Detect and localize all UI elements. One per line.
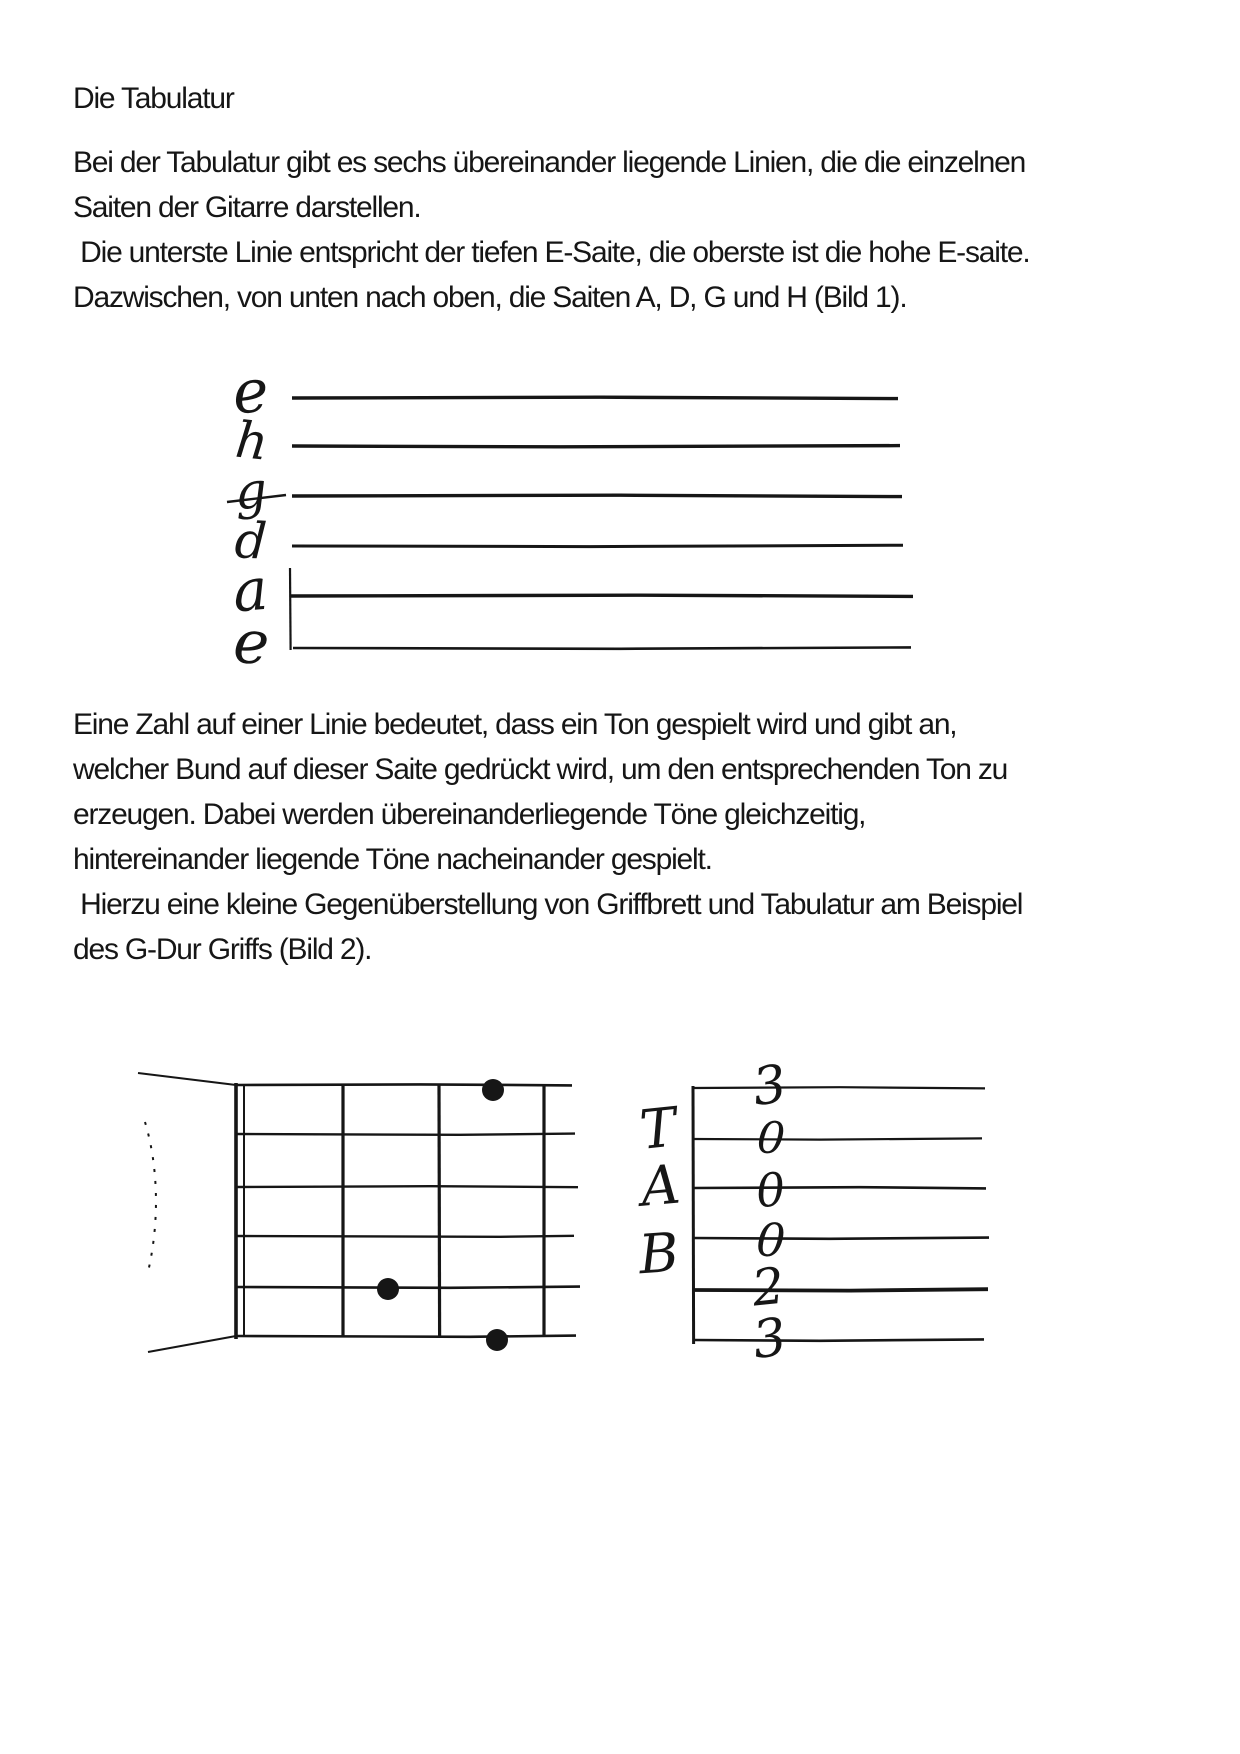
string-line bbox=[236, 1236, 574, 1237]
tab-fret-number: 3 bbox=[749, 1307, 791, 1372]
finger-dot bbox=[377, 1278, 399, 1300]
tab-fret-number: 3 bbox=[749, 1054, 791, 1119]
tab-fret-number: 2 bbox=[749, 1256, 788, 1318]
figure-bild1-tab-staff bbox=[227, 356, 913, 679]
string-label: a bbox=[230, 554, 271, 626]
string-label: e bbox=[231, 606, 272, 680]
string-line bbox=[236, 1084, 572, 1085]
text-line: Eine Zahl auf einer Linie bedeutet, dass ein Ton gespielt wird und gibt an, bbox=[73, 708, 957, 741]
string-label: h bbox=[232, 410, 271, 472]
text-line: Dazwischen, von unten nach oben, die Saiten A, D, G und H (Bild 1). bbox=[73, 281, 907, 314]
text-line: welcher Bund auf dieser Saite gedrückt wird, um den entsprechenden Ton zu bbox=[73, 753, 1008, 786]
staff-line bbox=[292, 545, 903, 546]
text-line: des G-Dur Griffs (Bild 2). bbox=[73, 933, 372, 966]
text-line: Hierzu eine kleine Gegenüberstellung von Griffbrett und Tabulatur am Beispiel bbox=[73, 888, 1023, 921]
string-label: e bbox=[230, 355, 271, 429]
tab-staff bbox=[633, 1054, 989, 1371]
tab-barline bbox=[693, 1086, 694, 1344]
text-line: Saiten der Gitarre darstellen. bbox=[73, 191, 421, 224]
tab-fret-number: 0 bbox=[755, 1112, 787, 1165]
tab-letter: T bbox=[636, 1095, 680, 1162]
tab-staff-line bbox=[693, 1187, 986, 1188]
staff-line bbox=[293, 647, 911, 648]
tab-fret-number: 0 bbox=[753, 1161, 788, 1219]
string-label: d bbox=[233, 511, 269, 571]
tab-staff-line bbox=[693, 1339, 984, 1340]
staff-barline bbox=[290, 568, 291, 650]
figure-bild2-chord-comparison bbox=[138, 1054, 989, 1371]
tab-staff-line bbox=[693, 1289, 988, 1290]
text-line: erzeugen. Dabei werden übereinanderliegende Töne gleichzeitig, bbox=[73, 798, 866, 831]
text-line: hintereinander liegende Töne nacheinander gespielt. bbox=[73, 843, 712, 876]
string-line bbox=[236, 1287, 580, 1288]
string-label: g bbox=[232, 460, 269, 522]
tab-letter: B bbox=[636, 1220, 681, 1287]
fret-line bbox=[439, 1085, 440, 1336]
staff-line bbox=[292, 397, 898, 398]
finger-dot bbox=[482, 1079, 504, 1101]
fretboard-diagram bbox=[138, 1073, 580, 1352]
staff-line bbox=[292, 446, 900, 447]
tab-staff-line bbox=[693, 1138, 982, 1139]
tab-staff-line bbox=[693, 1238, 989, 1239]
tab-staff-line bbox=[693, 1087, 985, 1088]
finger-dot bbox=[486, 1329, 508, 1351]
headstock-curve bbox=[145, 1122, 156, 1272]
headstock-line bbox=[148, 1336, 236, 1352]
string-line bbox=[236, 1336, 576, 1337]
string-line bbox=[236, 1186, 578, 1187]
tab-fret-number: 0 bbox=[754, 1212, 787, 1268]
page-title: Die Tabulatur bbox=[73, 82, 234, 115]
string-line bbox=[236, 1134, 575, 1135]
text-line: Die unterste Linie entspricht der tiefen E-Saite, die oberste ist die hohe E-saite. bbox=[73, 236, 1030, 269]
tab-letter: A bbox=[638, 1152, 683, 1219]
staff-line bbox=[292, 495, 902, 496]
text-line: Bei der Tabulatur gibt es sechs übereinander liegende Linien, die die einzelnen bbox=[73, 146, 1026, 179]
staff-line bbox=[291, 595, 913, 596]
headstock-line bbox=[138, 1073, 236, 1085]
